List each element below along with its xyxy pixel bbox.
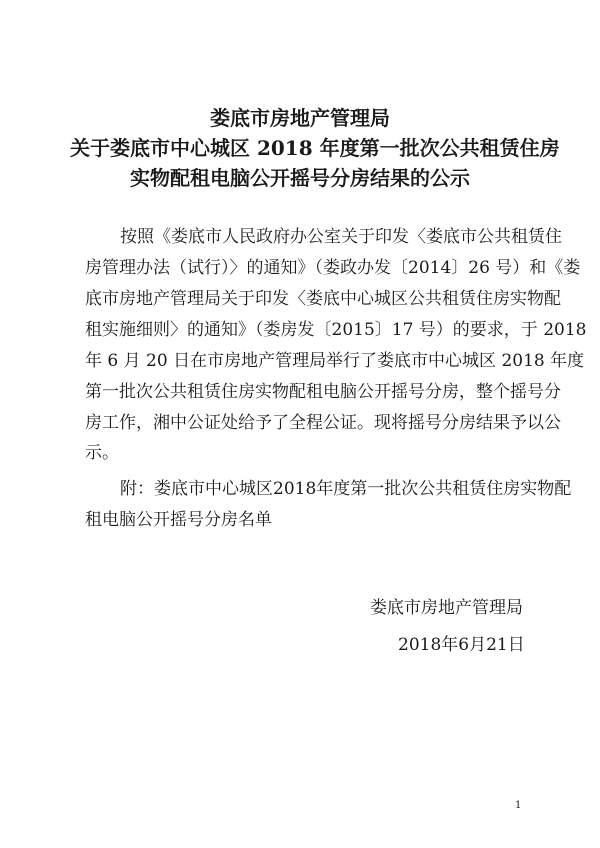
body-line: 租实施细则〉的通知》（娄房发〔2015〕17 号）的要求，于 2018 [85, 320, 587, 340]
body-line: 房管理办法（试行）〉的通知》（娄政办发〔2014〕26 号）和《娄 [85, 258, 581, 278]
title-line-3: 实物配租电脑公开摇号分房结果的公示 [130, 166, 470, 190]
body-line: 年 6 月 20 日在市房地产管理局举行了娄底市中心城区 2018 年度 [85, 351, 585, 371]
title-line-2: 关于娄底市中心城区 2018 年度第一批次公共租赁住房 [70, 136, 560, 160]
title-line-1: 娄底市房地产管理局 [210, 106, 390, 130]
attachment-line: 租电脑公开摇号分房名单 [85, 510, 272, 530]
attachment-line: 附：娄底市中心城区2018年度第一批次公共租赁住房实物配 [120, 479, 572, 499]
body-line: 房工作，湘中公证处给予了全程公证。现将摇号分房结果予以公 [85, 413, 561, 433]
page-number: 1 [515, 800, 522, 811]
body-line: 按照《娄底市人民政府办公室关于印发〈娄底市公共租赁住 [120, 227, 562, 247]
body-line: 示。 [85, 443, 119, 463]
body-line: 第一批次公共租赁住房实物配租电脑公开摇号分房，整个摇号分 [85, 382, 561, 402]
body-line: 底市房地产管理局关于印发〈娄底中心城区公共租赁住房实物配 [85, 289, 561, 309]
signature-org: 娄底市房地产管理局 [370, 598, 523, 618]
signature-date: 2018年6月21日 [398, 635, 525, 655]
